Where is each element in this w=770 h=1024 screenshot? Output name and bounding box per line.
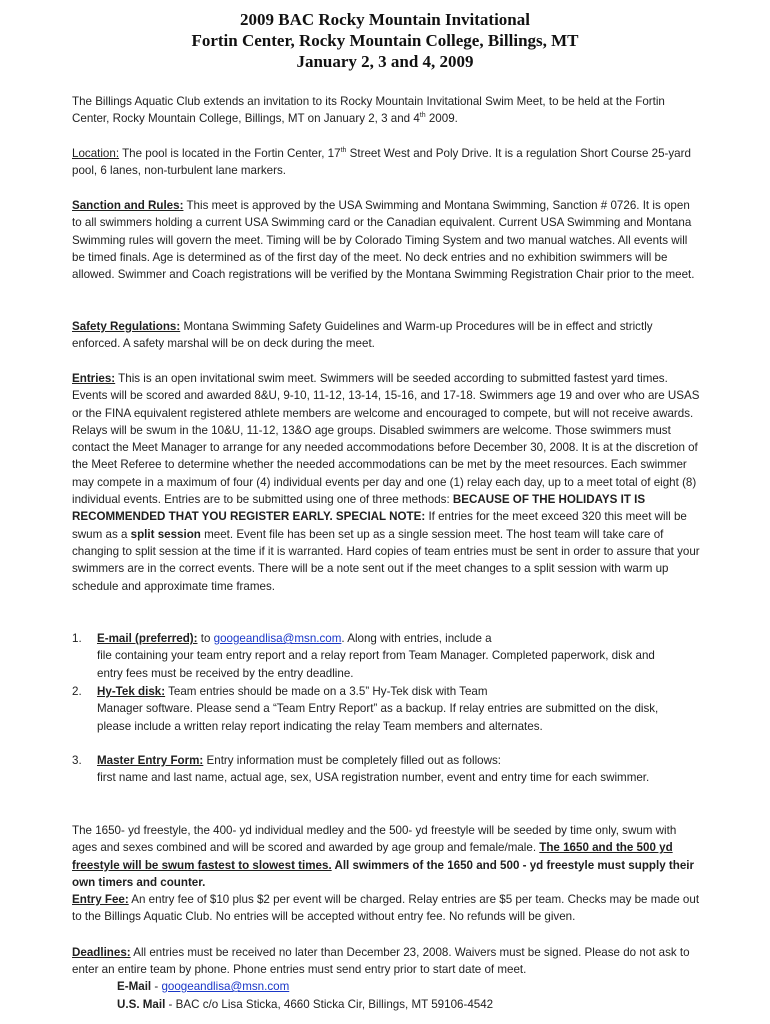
location-paragraph: Location: The pool is located in the Fortin Center, 17th Street West and Poly Drive. It is a regulation Short Course 25-yard pool, 6 lanes, non-turbulent lane markers. [72, 147, 691, 178]
contact-email: E-Mail - googeandlisa@msn.com [117, 980, 290, 993]
contact-mail: U.S. Mail - BAC c/o Lisa Sticka, 4660 Sticka Cir, Billings, MT 59106-4542 [117, 998, 494, 1011]
hytek-method-label: Hy-Tek disk: [97, 685, 166, 698]
master-form-method-label: Master Entry Form: [97, 754, 204, 767]
sanction-paragraph: Sanction and Rules: This meet is approved by the USA Swimming and Montana Swimming, Sanction # 0726. It is open to all swimmers holding a current USA Swimming card or the Canadian equivalent. Current USA Swimming and Montana Swimming rules will govern the meet. Timing will be by Colorado Timing System and two manual watches. All events will be timed finals. Age is determined as of the first day of the meet. No deck entries and no exhibition swimmers will be allowed. Swimmer and Coach registrations will be verified by the Montana Swimming Registration Chair prior to the meet. [72, 199, 695, 282]
deadlines-paragraph: Deadlines: All entries must be received no later than December 23, 2008. Waivers must be signed. Please do not ask to enter an entire team by phone. Phone entries must send entry prior to start date of meet. [72, 946, 690, 977]
entries-heading: Entries: [72, 372, 116, 385]
safety-paragraph: Safety Regulations: Montana Swimming Safety Guidelines and Warm-up Procedures will be in effect and strictly enforced. A safety marshal will be on deck during the meet. [72, 320, 653, 351]
email-method-label: E-mail (preferred): [97, 632, 198, 645]
location-heading: Location: [72, 147, 120, 160]
entry-email-link[interactable]: googeandlisa@msn.com [213, 632, 342, 645]
safety-heading: Safety Regulations: [72, 320, 181, 333]
document-dates: January 2, 3 and 4, 2009 [296, 52, 474, 71]
document-page: 2009 BAC Rocky Mountain Invitational Fortin Center, Rocky Mountain College, Billings, MT January 2, 3 and 4, 2009 The Billings Aquatic Club extends an invitation to its Rocky Mountain Invitational Swim Meet, to be held at the Fortin Center, Rocky Mountain College, Billings, MT on January 2, 3 and 4th 2009. Location: The pool is located in the Fortin Center, 17th Street West and Poly Drive. It is a regulation Short Course 25-yard pool, 6 lanes, non-turbulent lane markers. Sanction and Rules: This meet is approved by the USA Swimming and Montana Swimming, Sanction # 0726. It is open to all swimmers holding a current USA Swimming card or the Canadian equivalent. Current USA Swimming and Montana Swimming rules will govern the meet. Timing will be by Colorado Timing System and two manual watches. All events will be timed finals. Age is determined as of the first day of the meet. No deck entries and no exhibition swimmers will be allowed. Swimmer and Coach registrations will be verified by the Montana Swimming Registration Chair prior to the meet. Safety Regulations: Montana Swimming Safety Guidelines and Warm-up Procedures will be in effect and strictly enforced. A safety marshal will be on deck during the meet. Entries: This is an open invitational swim meet. Swimmers will be seeded according to submitted fastest yard times. Events will be scored and awarded 8&U, 9-10, 11-12, 13-14, 15-16, and 17-18. Swimmers age 19 and over who are USAS or the FINA equivalent registered athlete members are welcome and encouraged to compete, but will not receive awards. Relays will be swum in the 10&U, 11-12, 13&O age groups. Disabled swimmers are welcome. Those swimmers must contact the Meet Manager to arrange for any needed accommodations before December 30, 2008. It is at the discretion of the Meet Referee to determine whether the needed accommodations can be met by the meet resources. Each swimmer may compete in a maximum of four (4) individual events per day and one (1) relay each day, up to a meet total of eight (8) individual events. Entries are to be submitted using one of three methods: BECAUSE OF THE HOLIDAYS IT IS RECOMMENDED THAT YOU REGISTER EARLY. SPECIAL NOTE: If entries for the meet exceed 320 this meet will be swum as a split session meet. Event file has been set up as a single session meet. The host team will take care of changing to split session at the time if it is warranted. Hard copies of team entries must be sent in order to assure that your swimmers are in the correct events. There will be a note sent out if the meet changes to a split session with warm up schedule and approximate time frames. 1. E-mail (preferred): to googeandlisa@msn.com. Along with entries, include a file containing your team entry report and a relay report from Team Manager. Completed paperwork, disk and entry fees must be received by the entry deadline. 2. Hy-Tek disk: Team entries should be made on a 3.5” Hy-Tek disk with Team Manager software. Please send a “Team Entry Report” as a backup. If relay entries are submitted on the disk, please include a written relay report indicating the relay Team members and alternates. 3. Master Entry Form: Entry information must be completely filled out as follows: first name and last name, actual age, sex, USA registration number, event and entry time for each swimmer. The 1650- yd freestyle, the 400- yd individual medley and the 500- yd freestyle will be seeded by time only, swum with ages and sexes combined and will be scored and awarded by age group and female/male. The 1650 and the 500 yd freestyle will be swum fastest to slowest times. All swimmers of the 1650 and 500 - yd freestyle must supply their own timers and counter. Entry Fee: An entry fee of $10 plus $2 per event will be charged. Relay entries are $5 per team. Checks may be made out to the Billings Aquatic Club. No entries will be accepted without entry fee. No refunds will be given. Deadlines: All entries must be received no later than December 23, 2008. Waivers must be signed. Please do not ask to enter an entire team by phone. Phone entries must send entry prior to start date of meet. E-Mail - googeandlisa@msn.com U.S. Mail - BAC c/o Lisa Sticka, 4660 Sticka Cir, Billings, MT 59106-4542 [0, 0, 770, 1024]
entry-fee-paragraph: Entry Fee: An entry fee of $10 plus $2 per event will be charged. Relay entries are $5 per team. Checks may be made out to the Billings Aquatic Club. No entries will be accepted without entry fee. No refunds will be given. [72, 893, 700, 924]
document-venue: Fortin Center, Rocky Mountain College, Billings, MT [191, 31, 579, 50]
contact-email-link[interactable]: googeandlisa@msn.com [161, 980, 290, 993]
intro-paragraph: The Billings Aquatic Club extends an invitation to its Rocky Mountain Invitational Swim Meet, to be held at the Fortin Center, Rocky Mountain College, Billings, MT on January 2, 3 and 4th 2009. [72, 95, 665, 126]
sanction-heading: Sanction and Rules: [72, 199, 184, 212]
deadlines-heading: Deadlines: [72, 946, 131, 959]
entries-paragraph: Entries: This is an open invitational swim meet. Swimmers will be seeded according to submitted fastest yard times. Events will be scored and awarded 8&U, 9-10, 11-12, 13-14, 15-16, and 17-18. Swimmers age 19 and over who are USAS or the FINA equivalent registered athlete members are welcome and encouraged to compete, but will not receive awards. Relays will be swum in the 10&U, 11-12, 13&O age groups. Disabled swimmers are welcome. Those swimmers must contact the Meet Manager to arrange for any needed accommodations before December 30, 2008. It is at the discretion of the Meet Referee to determine whether the needed accommodations can be met by the meet resources. Each swimmer may compete in a maximum of four (4) individual events per day and one (1) relay each day, up to a meet total of eight (8) individual events. Entries are to be submitted using one of three methods: BECAUSE OF THE HOLIDAYS IT IS RECOMMENDED THAT YOU REGISTER EARLY. SPECIAL NOTE: If entries for the meet exceed 320 this meet will be swum as a split session meet. Event file has been set up as a single session meet. The host team will take care of changing to split session at the time if it is warranted. Hard copies of team entries must be sent in order to assure that your swimmers are in the correct events. There will be a note sent out if the meet changes to a split session with warm up schedule and approximate time frames. [72, 372, 700, 593]
entry-fee-heading: Entry Fee: [72, 893, 129, 906]
document-title: 2009 BAC Rocky Mountain Invitational [240, 10, 530, 29]
seeding-paragraph: The 1650- yd freestyle, the 400- yd individual medley and the 500- yd freestyle will be seeded by time only, swum with ages and sexes combined and will be scored and awarded by age group and female/male. The 1650 and the 500 yd freestyle will be swum fastest to slowest times. All swimmers of the 1650 and 500 - yd freestyle must supply their own timers and counter. [72, 824, 694, 889]
